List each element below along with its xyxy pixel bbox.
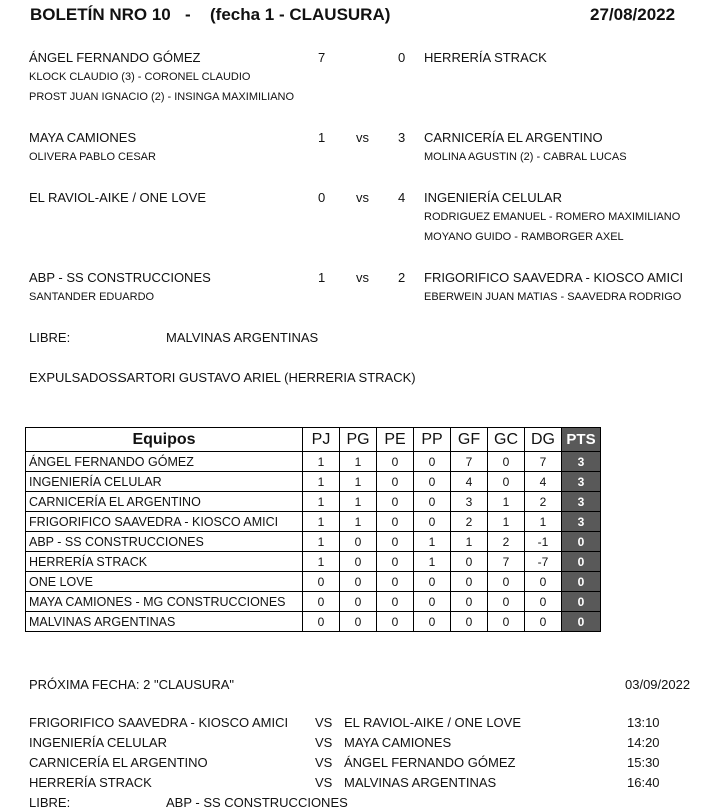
cell-pg: 0 — [340, 532, 377, 552]
cell-pts: 0 — [562, 552, 601, 572]
scorer-line: OLIVERA PABLO CESAR — [29, 151, 156, 163]
cell-pg: 1 — [340, 472, 377, 492]
home-team: EL RAVIOL-AIKE / ONE LOVE — [29, 190, 207, 205]
cell-dg: -7 — [525, 552, 562, 572]
next-home-team: CARNICERÍA EL ARGENTINO — [29, 755, 208, 770]
title-dash: - — [185, 5, 191, 24]
libre-label: LIBRE: — [29, 330, 71, 345]
cell-gf: 0 — [451, 592, 488, 612]
next-match-time: 15:30 — [627, 755, 660, 770]
cell-pj: 1 — [303, 512, 340, 532]
cell-gf: 0 — [451, 572, 488, 592]
cell-pg: 0 — [340, 572, 377, 592]
cell-team: FRIGORIFICO SAAVEDRA - KIOSCO AMICI — [26, 512, 303, 532]
standings-header-row — [26, 428, 601, 452]
vs-label: vs — [356, 270, 369, 285]
next-vs-label: VS — [315, 715, 333, 730]
header-equipos: Equipos — [26, 428, 303, 452]
cell-team: CARNICERÍA EL ARGENTINO — [26, 492, 303, 512]
cell-gf: 3 — [451, 492, 488, 512]
next-vs-label: VS — [315, 755, 333, 770]
standings-table — [25, 427, 601, 632]
away-team: CARNICERÍA EL ARGENTINO — [424, 130, 603, 145]
cell-gf: 7 — [451, 452, 488, 472]
standings-row — [26, 472, 601, 492]
cell-gf: 0 — [451, 612, 488, 632]
cell-team: ÁNGEL FERNANDO GÓMEZ — [26, 452, 303, 472]
scorer-line: MOYANO GUIDO - RAMBORGER AXEL — [424, 231, 624, 243]
cell-dg: 0 — [525, 592, 562, 612]
cell-dg: 1 — [525, 512, 562, 532]
next-home-team: INGENIERÍA CELULAR — [29, 735, 167, 750]
standings-row — [26, 492, 601, 512]
vs-label: vs — [356, 130, 369, 145]
cell-pj: 1 — [303, 472, 340, 492]
cell-dg: 7 — [525, 452, 562, 472]
cell-pp: 0 — [414, 612, 451, 632]
next-away-team: MAYA CAMIONES — [344, 735, 452, 750]
scorer-line: PROST JUAN IGNACIO (2) - INSINGA MAXIMILIANO — [29, 91, 295, 103]
cell-gc: 7 — [488, 552, 525, 572]
scorer-line: SANTANDER EDUARDO — [29, 291, 155, 303]
cell-pp: 0 — [414, 512, 451, 532]
expulsados-value: SARTORI GUSTAVO ARIEL (HERRERIA STRACK) — [118, 370, 416, 385]
cell-team: MALVINAS ARGENTINAS — [26, 612, 303, 632]
cell-pp: 0 — [414, 572, 451, 592]
cell-pj: 0 — [303, 612, 340, 632]
cell-team: MAYA CAMIONES - MG CONSTRUCCIONES — [26, 592, 303, 612]
away-score: 0 — [398, 50, 406, 65]
home-score: 1 — [318, 270, 326, 285]
cell-pp: 0 — [414, 452, 451, 472]
cell-pe: 0 — [377, 532, 414, 552]
cell-pe: 0 — [377, 612, 414, 632]
away-team: HERRERÍA STRACK — [424, 50, 547, 65]
cell-dg: 0 — [525, 572, 562, 592]
away-score: 4 — [398, 190, 406, 205]
cell-pts: 0 — [562, 572, 601, 592]
header-gc: GC — [488, 428, 525, 452]
away-team: INGENIERÍA CELULAR — [424, 190, 562, 205]
cell-pp: 1 — [414, 552, 451, 572]
cell-gc: 1 — [488, 492, 525, 512]
cell-pe: 0 — [377, 492, 414, 512]
cell-team: ABP - SS CONSTRUCCIONES — [26, 532, 303, 552]
cell-gc: 0 — [488, 612, 525, 632]
next-vs-label: VS — [315, 735, 333, 750]
cell-pj: 1 — [303, 452, 340, 472]
cell-pts: 3 — [562, 452, 601, 472]
home-score: 7 — [318, 50, 326, 65]
away-score: 3 — [398, 130, 406, 145]
cell-pts: 3 — [562, 472, 601, 492]
fecha-title: (fecha 1 - CLAUSURA) — [210, 5, 391, 24]
cell-pe: 0 — [377, 512, 414, 532]
header-dg: DG — [525, 428, 562, 452]
standings-row — [26, 532, 601, 552]
cell-pj: 1 — [303, 552, 340, 572]
cell-pts: 0 — [562, 592, 601, 612]
cell-pg: 1 — [340, 512, 377, 532]
scorer-line: MOLINA AGUSTIN (2) - CABRAL LUCAS — [424, 151, 627, 163]
expulsados-label: EXPULSADOS: — [29, 370, 121, 385]
libre-team: MALVINAS ARGENTINAS — [166, 330, 319, 345]
cell-pp: 0 — [414, 492, 451, 512]
cell-dg: 4 — [525, 472, 562, 492]
cell-gc: 1 — [488, 512, 525, 532]
cell-gc: 0 — [488, 472, 525, 492]
cell-pe: 0 — [377, 452, 414, 472]
cell-pp: 0 — [414, 472, 451, 492]
cell-team: HERRERÍA STRACK — [26, 552, 303, 572]
header-pg: PG — [340, 428, 377, 452]
cell-pg: 0 — [340, 592, 377, 612]
next-round-date: 03/09/2022 — [625, 677, 691, 692]
scorer-line: KLOCK CLAUDIO (3) - CORONEL CLAUDIO — [29, 71, 251, 83]
cell-pts: 0 — [562, 612, 601, 632]
cell-pp: 0 — [414, 592, 451, 612]
next-away-team: MALVINAS ARGENTINAS — [344, 775, 497, 790]
standings-row — [26, 512, 601, 532]
cell-dg: -1 — [525, 532, 562, 552]
cell-pts: 3 — [562, 512, 601, 532]
cell-gc: 0 — [488, 592, 525, 612]
cell-gc: 0 — [488, 572, 525, 592]
away-score: 2 — [398, 270, 406, 285]
next-match-time: 14:20 — [627, 735, 660, 750]
cell-gf: 0 — [451, 552, 488, 572]
header-pts: PTS — [562, 428, 601, 452]
home-team: MAYA CAMIONES — [29, 130, 137, 145]
next-home-team: FRIGORIFICO SAAVEDRA - KIOSCO AMICI — [29, 715, 289, 730]
cell-pg: 1 — [340, 452, 377, 472]
cell-pg: 1 — [340, 492, 377, 512]
standings-row — [26, 612, 601, 632]
cell-dg: 2 — [525, 492, 562, 512]
standings-row — [26, 592, 601, 612]
next-away-team: EL RAVIOL-AIKE / ONE LOVE — [344, 715, 522, 730]
cell-pts: 0 — [562, 532, 601, 552]
home-score: 1 — [318, 130, 326, 145]
cell-gf: 1 — [451, 532, 488, 552]
scorer-line: EBERWEIN JUAN MATIAS - SAAVEDRA RODRIGO — [424, 291, 682, 303]
next-home-team: HERRERÍA STRACK — [29, 775, 152, 790]
cell-pg: 0 — [340, 612, 377, 632]
cell-team: ONE LOVE — [26, 572, 303, 592]
cell-pj: 1 — [303, 492, 340, 512]
cell-gf: 2 — [451, 512, 488, 532]
standings-row — [26, 452, 601, 472]
next-libre-team: ABP - SS CONSTRUCCIONES — [166, 795, 348, 810]
cell-gc: 2 — [488, 532, 525, 552]
cell-pj: 0 — [303, 572, 340, 592]
header-pj: PJ — [303, 428, 340, 452]
cell-pts: 3 — [562, 492, 601, 512]
boletin-title: BOLETÍN NRO 10 — [30, 5, 171, 24]
cell-pe: 0 — [377, 472, 414, 492]
cell-gf: 4 — [451, 472, 488, 492]
cell-gc: 0 — [488, 452, 525, 472]
cell-pp: 1 — [414, 532, 451, 552]
cell-team: INGENIERÍA CELULAR — [26, 472, 303, 492]
header-gf: GF — [451, 428, 488, 452]
standings-row — [26, 552, 601, 572]
away-team: FRIGORIFICO SAAVEDRA - KIOSCO AMICI — [424, 270, 684, 285]
cell-pj: 0 — [303, 592, 340, 612]
header-pe: PE — [377, 428, 414, 452]
home-score: 0 — [318, 190, 326, 205]
home-team: ÁNGEL FERNANDO GÓMEZ — [29, 50, 201, 65]
home-team: ABP - SS CONSTRUCCIONES — [29, 270, 211, 285]
next-round-label: PRÓXIMA FECHA: 2 "CLAUSURA" — [29, 677, 234, 692]
cell-dg: 0 — [525, 612, 562, 632]
next-vs-label: VS — [315, 775, 333, 790]
cell-pe: 0 — [377, 572, 414, 592]
cell-pe: 0 — [377, 592, 414, 612]
cell-pe: 0 — [377, 552, 414, 572]
scorer-line: RODRIGUEZ EMANUEL - ROMERO MAXIMILIANO — [424, 211, 681, 223]
next-match-time: 16:40 — [627, 775, 660, 790]
standings-row — [26, 572, 601, 592]
cell-pj: 1 — [303, 532, 340, 552]
next-away-team: ÁNGEL FERNANDO GÓMEZ — [344, 755, 516, 770]
vs-label: vs — [356, 190, 369, 205]
cell-pg: 0 — [340, 552, 377, 572]
next-match-time: 13:10 — [627, 715, 660, 730]
bulletin-date: 27/08/2022 — [590, 5, 676, 24]
header-pp: PP — [414, 428, 451, 452]
next-libre-label: LIBRE: — [29, 795, 71, 810]
